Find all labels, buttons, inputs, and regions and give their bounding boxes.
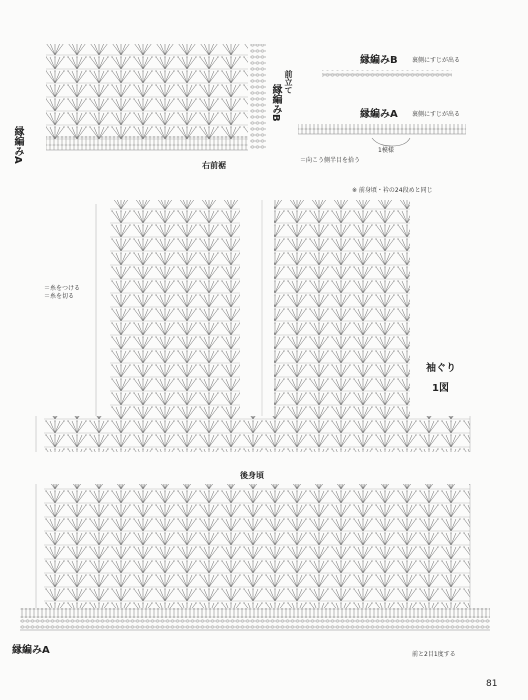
edge-b-sample <box>322 70 452 78</box>
bottom-note: 前と2目1度する <box>412 651 456 658</box>
front-edge-label: 前立て <box>284 70 293 94</box>
edge-a-title: 縁編みA <box>360 109 398 120</box>
page-number: 81 <box>486 679 498 689</box>
edge-a-note: 裏側にすじが出る <box>412 111 461 118</box>
edge-b-note: 裏側にすじが出る <box>412 57 461 64</box>
right-front-hem-chart <box>46 44 266 150</box>
edge-a-vertical-left-label: 縁編みA <box>12 126 23 164</box>
right-front-hem-label: 右前裾 <box>202 161 226 170</box>
join-yarn-legend: ＝糸をつける <box>44 285 81 292</box>
figure-number-label: 1図 <box>432 383 449 394</box>
edge-b-vertical-label: 縁編みB <box>270 84 281 122</box>
back-body-label: 後身頃 <box>240 471 264 480</box>
front-collar-note: ※ 前身頃・衿の24段めと同じ <box>352 187 433 194</box>
edge-b-title: 縁編みB <box>360 55 398 66</box>
repeat-note: 1模様 <box>378 147 394 154</box>
back-body-chart <box>20 200 490 630</box>
edge-a-sample <box>298 124 466 146</box>
legend-back-loop: ＝向こう側半目を拾う <box>300 157 361 164</box>
cut-yarn-legend: ＝糸を切る <box>44 293 75 300</box>
edge-a-bottom-label: 縁編みA <box>12 645 50 656</box>
armhole-label: 袖ぐり <box>426 363 456 374</box>
